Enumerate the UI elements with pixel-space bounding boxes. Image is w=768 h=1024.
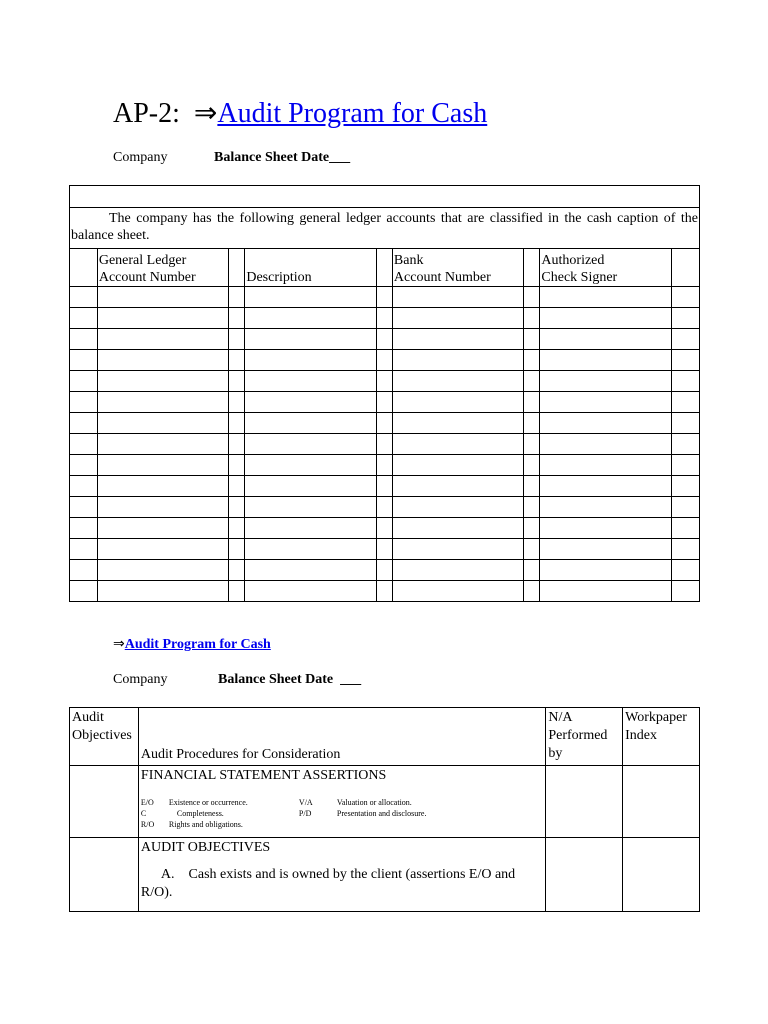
account-cell[interactable] (524, 413, 540, 434)
account-cell[interactable] (524, 497, 540, 518)
account-cell[interactable] (97, 287, 229, 308)
account-cell[interactable] (392, 287, 524, 308)
account-cell[interactable] (672, 560, 700, 581)
account-cell[interactable] (245, 497, 377, 518)
accounts-header-row (70, 249, 700, 287)
account-cell[interactable] (392, 434, 524, 455)
account-cell[interactable] (672, 350, 700, 371)
account-cell[interactable] (229, 497, 245, 518)
col-workpaper-index: Workpaper Index (623, 708, 700, 766)
account-cell[interactable] (70, 476, 98, 497)
account-cell[interactable] (524, 308, 540, 329)
account-cell[interactable] (392, 497, 524, 518)
account-cell[interactable] (392, 539, 524, 560)
account-cell[interactable] (245, 308, 377, 329)
account-cell[interactable] (97, 413, 229, 434)
account-cell[interactable] (392, 392, 524, 413)
account-cell[interactable] (245, 518, 377, 539)
col-gl-account: General Ledger Account Number (97, 249, 229, 287)
account-cell[interactable] (392, 518, 524, 539)
account-row (70, 350, 700, 371)
account-cell[interactable] (70, 497, 98, 518)
account-cell[interactable] (70, 518, 98, 539)
objectives-title: AUDIT OBJECTIVES (140, 840, 271, 855)
account-cell[interactable] (524, 476, 540, 497)
audit-program-table (69, 707, 700, 912)
account-cell[interactable] (672, 539, 700, 560)
account-cell[interactable] (377, 455, 393, 476)
account-cell[interactable] (229, 329, 245, 350)
account-cell[interactable] (672, 392, 700, 413)
account-cell[interactable] (392, 476, 524, 497)
account-cell[interactable] (672, 287, 700, 308)
balance-sheet-date: Balance Sheet Date___ (214, 150, 351, 165)
account-cell[interactable] (229, 560, 245, 581)
account-cell[interactable] (392, 560, 524, 581)
account-cell[interactable] (540, 518, 672, 539)
account-cell[interactable] (229, 371, 245, 392)
account-cell[interactable] (70, 350, 98, 371)
document-title (113, 96, 487, 130)
account-cell[interactable] (540, 392, 672, 413)
col-procedures: Audit Procedures for Consideration (138, 708, 545, 766)
program-subtitle (113, 635, 271, 653)
col-check-signer: Authorized Check Signer (540, 249, 672, 287)
account-cell[interactable] (245, 329, 377, 350)
account-cell[interactable] (245, 581, 377, 602)
account-cell[interactable] (377, 329, 393, 350)
account-cell[interactable] (377, 308, 393, 329)
account-cell[interactable] (392, 581, 524, 602)
account-cell[interactable] (70, 560, 98, 581)
col-description: Description (245, 249, 377, 287)
col-bank-account: Bank Account Number (392, 249, 524, 287)
account-cell[interactable] (245, 371, 377, 392)
account-cell[interactable] (672, 518, 700, 539)
account-cell[interactable] (229, 308, 245, 329)
account-cell[interactable] (229, 350, 245, 371)
account-cell[interactable] (540, 455, 672, 476)
account-cell[interactable] (245, 350, 377, 371)
account-cell[interactable] (672, 371, 700, 392)
assertions-title: FINANCIAL STATEMENT ASSERTIONS (140, 768, 387, 783)
account-row (70, 392, 700, 413)
account-cell[interactable] (392, 329, 524, 350)
accounts-intro: The company has the following general ledger accounts that are classified in the cash caption of the balance sheet. (70, 208, 700, 249)
arrow-icon: ⇒ (113, 636, 125, 652)
account-cell[interactable] (97, 455, 229, 476)
account-cell[interactable] (245, 434, 377, 455)
account-cell[interactable] (540, 308, 672, 329)
assertions-cell (138, 766, 545, 838)
account-cell[interactable] (245, 560, 377, 581)
account-cell[interactable] (540, 413, 672, 434)
account-cell[interactable] (377, 476, 393, 497)
account-cell[interactable] (229, 518, 245, 539)
account-cell[interactable] (97, 371, 229, 392)
account-cell[interactable] (540, 539, 672, 560)
account-cell[interactable] (377, 560, 393, 581)
company-label: Company (113, 150, 168, 165)
account-row (70, 539, 700, 560)
account-cell[interactable] (97, 539, 229, 560)
account-cell[interactable] (524, 287, 540, 308)
account-cell[interactable] (245, 287, 377, 308)
account-row (70, 413, 700, 434)
col-objectives: Audit Objectives (70, 708, 139, 766)
account-row (70, 434, 700, 455)
account-row (70, 371, 700, 392)
objectives-row (70, 838, 700, 912)
account-cell[interactable] (97, 476, 229, 497)
account-cell[interactable] (245, 413, 377, 434)
accounts-table-top-row (70, 186, 700, 208)
account-cell[interactable] (97, 518, 229, 539)
account-cell[interactable] (540, 476, 672, 497)
account-cell[interactable] (672, 329, 700, 350)
account-cell[interactable] (672, 455, 700, 476)
account-cell[interactable] (229, 434, 245, 455)
account-cell[interactable] (70, 287, 98, 308)
account-cell[interactable] (229, 455, 245, 476)
assertions-row (70, 766, 700, 838)
account-row (70, 455, 700, 476)
account-cell[interactable] (97, 497, 229, 518)
account-cell[interactable] (70, 371, 98, 392)
account-row (70, 581, 700, 602)
account-cell[interactable] (70, 413, 98, 434)
program-header-row (70, 708, 700, 766)
account-cell[interactable] (70, 434, 98, 455)
company-label-2: Company (113, 672, 168, 687)
account-row (70, 329, 700, 350)
account-cell[interactable] (229, 476, 245, 497)
account-cell[interactable] (245, 476, 377, 497)
account-cell[interactable] (97, 434, 229, 455)
objectives-cell (138, 838, 545, 912)
account-row (70, 476, 700, 497)
account-cell[interactable] (245, 392, 377, 413)
account-cell[interactable] (540, 287, 672, 308)
account-cell[interactable] (377, 539, 393, 560)
account-cell[interactable] (377, 287, 393, 308)
account-cell[interactable] (97, 392, 229, 413)
account-cell[interactable] (70, 308, 98, 329)
account-row (70, 308, 700, 329)
account-cell[interactable] (377, 518, 393, 539)
account-cell[interactable] (672, 497, 700, 518)
account-cell[interactable] (524, 518, 540, 539)
account-cell[interactable] (377, 350, 393, 371)
account-cell[interactable] (97, 581, 229, 602)
account-cell[interactable] (672, 413, 700, 434)
account-cell[interactable] (392, 308, 524, 329)
account-cell[interactable] (97, 308, 229, 329)
account-cell[interactable] (392, 455, 524, 476)
account-cell[interactable] (524, 329, 540, 350)
account-cell[interactable] (524, 560, 540, 581)
account-cell[interactable] (229, 581, 245, 602)
account-cell[interactable] (672, 308, 700, 329)
account-row (70, 518, 700, 539)
account-row (70, 287, 700, 308)
account-cell[interactable] (377, 581, 393, 602)
account-cell[interactable] (377, 392, 393, 413)
objective-a: A. Cash exists and is owned by the client (assertions E/O and R/O). (140, 867, 516, 900)
account-cell[interactable] (540, 434, 672, 455)
assertions-legend: E/O Existence or occurrence. V/A Valuation or allocation. C Completeness. P/D Presentation and disclosure. R/O Rights and obligations. (140, 798, 427, 829)
account-cell[interactable] (540, 350, 672, 371)
accounts-table (69, 185, 700, 602)
balance-sheet-date-2: Balance Sheet Date ___ (218, 672, 362, 687)
account-cell[interactable] (540, 371, 672, 392)
subtitle-link[interactable]: Audit Program for Cash (124, 637, 271, 652)
account-cell[interactable] (392, 413, 524, 434)
program-code: AP-2: (113, 98, 180, 129)
title-link[interactable]: Audit Program for Cash (217, 98, 488, 129)
account-cell[interactable] (540, 497, 672, 518)
account-cell[interactable] (377, 371, 393, 392)
col-na-performed: N/A Performed by (546, 708, 623, 766)
account-cell[interactable] (70, 539, 98, 560)
account-cell[interactable] (524, 455, 540, 476)
account-cell[interactable] (540, 560, 672, 581)
account-cell[interactable] (524, 371, 540, 392)
account-cell[interactable] (540, 581, 672, 602)
account-cell[interactable] (524, 581, 540, 602)
account-cell[interactable] (672, 476, 700, 497)
account-cell[interactable] (672, 581, 700, 602)
account-cell[interactable] (377, 497, 393, 518)
account-cell[interactable] (524, 539, 540, 560)
arrow-icon: ⇒ (193, 96, 218, 129)
account-cell[interactable] (377, 434, 393, 455)
account-cell[interactable] (97, 329, 229, 350)
account-cell[interactable] (524, 434, 540, 455)
account-cell[interactable] (672, 434, 700, 455)
account-cell[interactable] (70, 455, 98, 476)
account-cell[interactable] (245, 539, 377, 560)
account-cell[interactable] (229, 287, 245, 308)
account-cell[interactable] (70, 392, 98, 413)
account-cell[interactable] (392, 371, 524, 392)
account-cell[interactable] (229, 392, 245, 413)
account-cell[interactable] (524, 392, 540, 413)
account-cell[interactable] (97, 350, 229, 371)
account-cell[interactable] (229, 539, 245, 560)
account-cell[interactable] (524, 350, 540, 371)
account-cell[interactable] (392, 350, 524, 371)
account-row (70, 497, 700, 518)
account-cell[interactable] (70, 329, 98, 350)
account-row (70, 560, 700, 581)
account-cell[interactable] (97, 560, 229, 581)
account-cell[interactable] (377, 413, 393, 434)
account-cell[interactable] (70, 581, 98, 602)
account-cell[interactable] (229, 413, 245, 434)
account-cell[interactable] (540, 329, 672, 350)
account-cell[interactable] (245, 455, 377, 476)
